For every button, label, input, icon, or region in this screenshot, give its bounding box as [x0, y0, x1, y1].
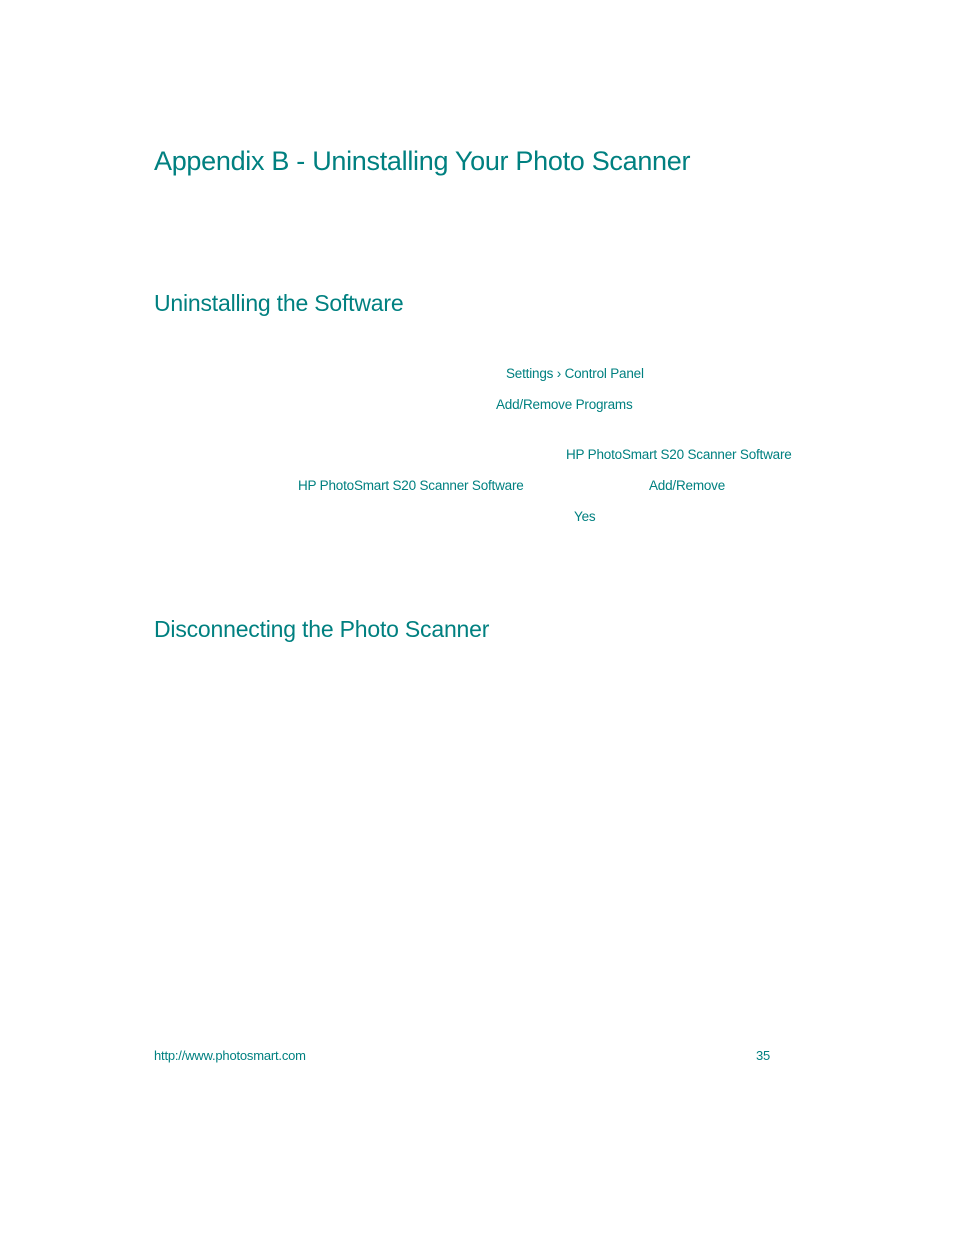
page-title: Appendix B - Uninstalling Your Photo Scanner [154, 146, 691, 176]
footer-url: http://www.photosmart.com [154, 1048, 306, 1063]
ui-term-settings-control-panel: Settings › Control Panel [506, 366, 644, 381]
ui-term-add-remove-programs: Add/Remove Programs [496, 397, 633, 412]
page-number: 35 [756, 1048, 771, 1063]
section-heading-disconnecting-scanner: Disconnecting the Photo Scanner [154, 616, 490, 642]
ui-term-scanner-software: HP PhotoSmart S20 Scanner Software [566, 447, 792, 462]
section-heading-uninstalling-software: Uninstalling the Software [154, 290, 404, 316]
ui-term-yes: Yes [574, 509, 596, 524]
ui-term-add-remove: Add/Remove [649, 478, 726, 493]
ui-term-scanner-software-repeat: HP PhotoSmart S20 Scanner Software [298, 478, 524, 493]
